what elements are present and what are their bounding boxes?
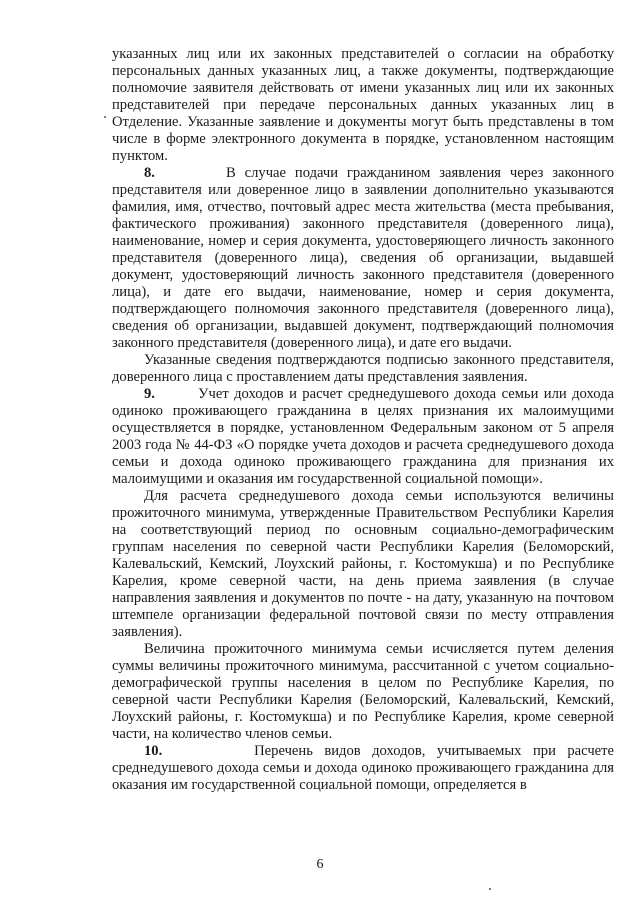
item-number: 8. [144, 165, 155, 181]
scan-speck [104, 116, 106, 118]
paragraph-family-minimum [112, 641, 614, 743]
paragraph-text: Для расчета среднедушевого дохода семьи используются величины прожиточного минимума, утвержденные Правительством Республики Карелия на соответствующий период по основным социально-демографическим группам населения по северной части Республики Карелия (Беломорский, Калевальский, Кемский, Лоухский районы, г. Костомукша) и по Республике Карелия, кроме северной части, на день приема заявления (в случае направления заявления и документов по почте - на дату, указанную на почтовом штемпеле организации федеральной почтовой связи по месту отправления заявления). [112, 488, 614, 640]
paragraph-text: Перечень видов доходов, учитываемых при расчете среднедушевого дохода семьи и дохода одиноко проживающего гражданина для оказания им государственной социальной помощи, определяется в [112, 743, 614, 793]
paragraph-text: Учет доходов и расчет среднедушевого дохода семьи или дохода одиноко проживающего гражданина в целях признания их малоимущими осуществляется в порядке, установленном Федеральным законом от 5 апреля 2003 года № 44-ФЗ «О порядке учета доходов и расчета среднедушевого дохода семьи и дохода одиноко проживающего гражданина для признания их малоимущими и оказания им государственной социальной помощи». [112, 386, 614, 487]
paragraph-text: Указанные сведения подтверждаются подписью законного представителя, доверенного лица с проставлением даты представления заявления. [112, 352, 614, 385]
paragraph-text: Величина прожиточного минимума семьи исчисляется путем деления суммы величины прожиточного минимума, рассчитанной с учетом социально-демографической группы населения в целом по Республике Карелия, по северной части Республики Карелия (Беломорский, Калевальский, Кемский, Лоухский районы, г. Костомукша) и по Республике Карелия, кроме северной части, на количество членов семьи. [112, 641, 614, 742]
scan-speck [489, 888, 491, 890]
paragraph-continuation [112, 46, 614, 165]
paragraph-text: В случае подачи гражданином заявления через законного представителя или доверенное лицо в заявлении дополнительно указываются фамилия, имя, отчество, почтовый адрес места жительства (места пребывания, фактического проживания) законного представителя (доверенного лица), наименование, номер и серия документа, удостоверяющего личность законного представителя (доверенного лица), сведения об организации, выдавшей документ, удостоверяющий личность законного представителя (доверенного лица), и дате его выдачи, наименование, номер и серия документа, подтверждающего полномочия законного представителя (доверенного лица), сведения об организации, выдавшей документ, подтверждающий полномочия законного представителя (доверенного лица), и дате его выдачи. [112, 165, 615, 351]
paragraph-item-9 [112, 386, 614, 488]
paragraph-text: указанных лиц или их законных представителей о согласии на обработку персональных данных указанных лиц, а также документы, подтверждающие полномочие заявителя действовать от имени указанных лиц или их законных представителей при передаче персональных данных указанных лиц в Отделение. Указанные заявление и документы могут быть представлены в том числе в форме электронного документа в порядке, установленном настоящим пунктом. [112, 46, 614, 164]
paragraph-item-8 [112, 165, 614, 352]
document-page [112, 46, 614, 794]
page-number: 6 [316, 857, 324, 872]
paragraph-subsistence-minimum [112, 488, 614, 641]
item-number: 10. [144, 743, 163, 759]
paragraph-confirmation [112, 352, 614, 386]
item-number: 9. [144, 386, 155, 402]
paragraph-item-10 [112, 743, 614, 794]
